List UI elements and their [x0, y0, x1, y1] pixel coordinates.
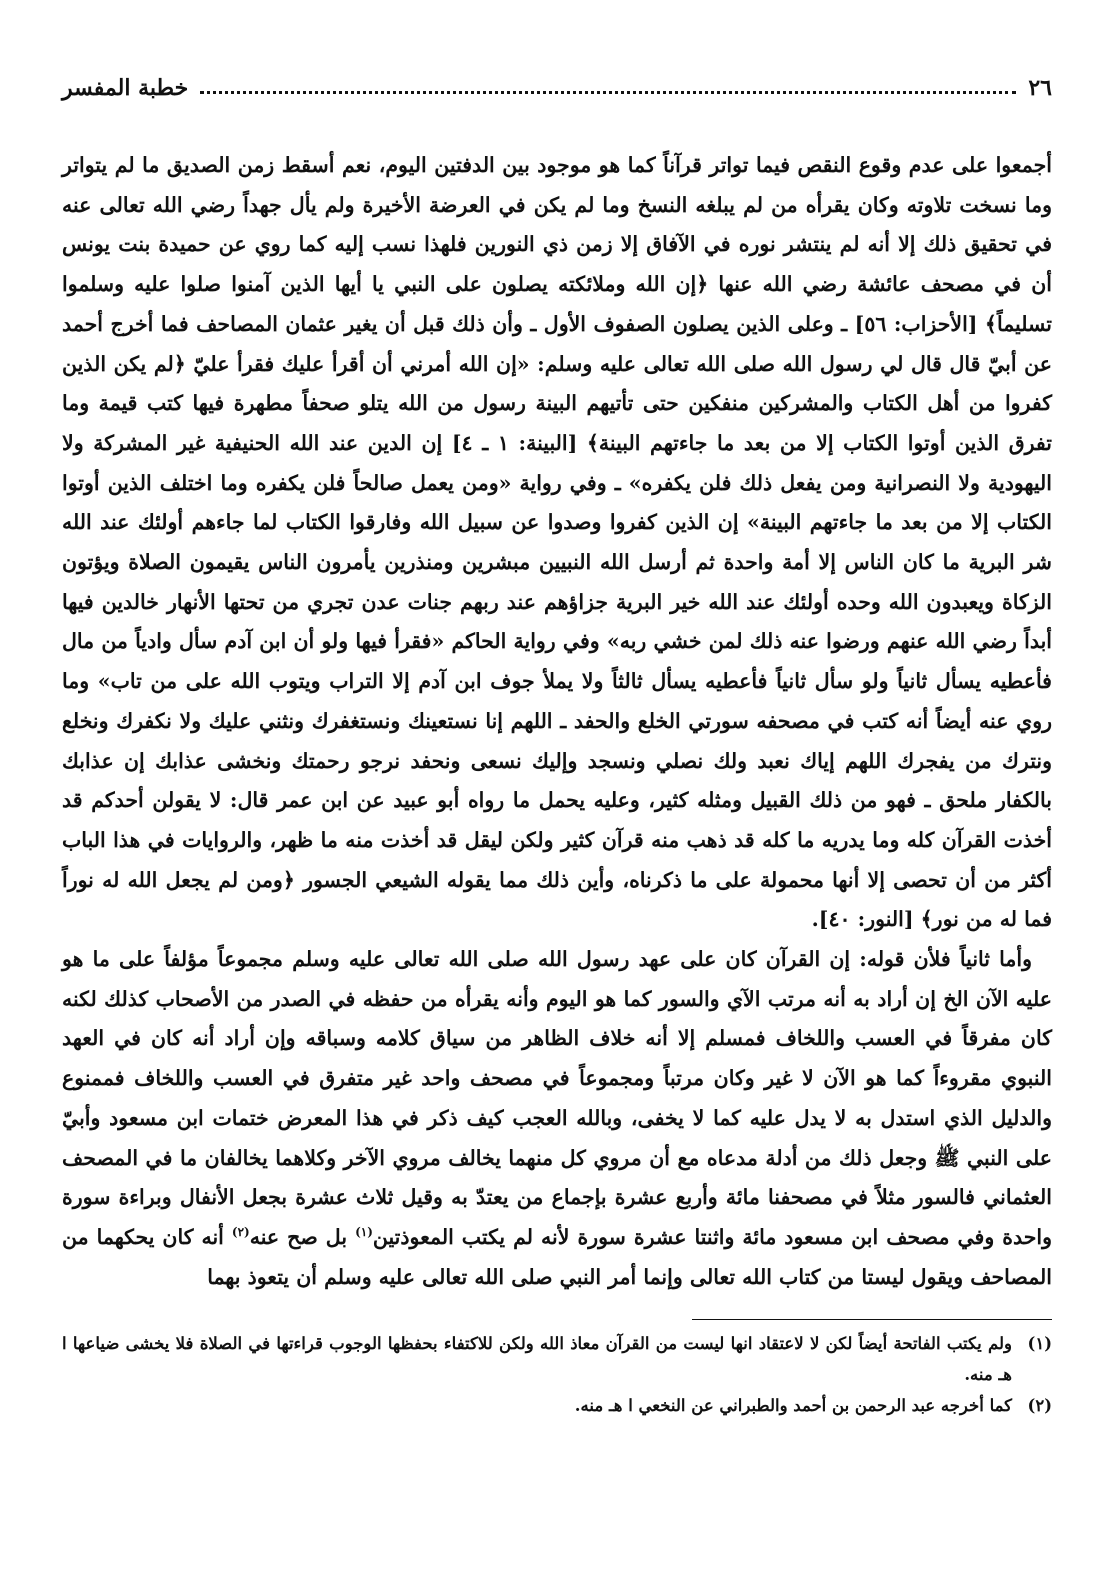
paragraph-1: أجمعوا على عدم وقوع النقص فيما تواتر قرآناً كما هو موجود بين الدفتين اليوم، نعم أسقط زمن الصديق ما لم يتواتر وما نسخت تلاوته وكان يقرأه من لم يبلغه النسخ وما لم يكن في العرضة الأخيرة ولم يأل جهداً رضي الله تعالى عنه في تحقيق ذلك إلا أنه لم ينتشر نوره في الآفاق إلا زمن ذي النورين فلهذا نسب إليه كما روي عن حميدة بنت يونس أن في مصحف عائشة رضي الله عنها ﴿إن الله وملائكته يصلون على النبي يا أيها الذين آمنوا صلوا عليه وسلموا تسليماً﴾ [الأحزاب: ٥٦] ـ وعلى الذين يصلون الصفوف الأول ـ وأن ذلك قبل أن يغير عثمان المصاحف فما أخرج أحمد عن أبيّ قال قال لي رسول الله صلى الله تعالى عليه وسلم: «إن الله أمرني أن أقرأ عليك فقرأ عليّ ﴿لم يكن الذين كفروا من أهل الكتاب والمشركين منفكين حتى تأتيهم البينة رسول من الله يتلو صحفاً مطهرة فيها كتب قيمة وما تفرق الذين أوتوا الكتاب إلا من بعد ما جاءتهم البينة﴾ [البينة: ١ ـ ٤] إن الدين عند الله الحنيفية غير المشركة ولا اليهودية ولا النصرانية ومن يفعل ذلك فلن يكفره» ـ وفي رواية «ومن يعمل صالحاً فلن يكفره وما اختلف الذين أوتوا الكتاب إلا من بعد ما جاءتهم البينة» إن الذين كفروا وصدوا عن سبيل الله وفارقوا الكتاب لما جاءهم أولئك عند الله شر البرية ما كان الناس إلا أمة واحدة ثم أرسل الله النبيين مبشرين ومنذرين يأمرون الناس يقيمون الصلاة ويؤتون الزكاة ويعبدون الله وحده أولئك عند الله خير البرية جزاؤهم عند ربهم جنات عدن تجري من تحتها الأنهار خالدين فيها أبداً رضي الله عنهم ورضوا عنه ذلك لمن خشي ربه» وفي رواية الحاكم «فقرأ فيها ولو أن ابن آدم سأل وادياً من مال فأعطيه يسأل ثانياً ولو سأل ثانياً فأعطيه يسأل ثالثاً ولا يملأ جوف ابن آدم إلا التراب ويتوب الله على من تاب» وما روي عنه أيضاً أنه كتب في مصحفه سورتي الخلع والحفد ـ اللهم إنا نستعينك ونستغفرك ونثني عليك ولا نكفرك ونخلع ونترك من يفجرك اللهم إياك نعبد ولك نصلي ونسجد وإليك نسعى ونحفد نرجو رحمتك ونخشى عذابك إن عذابك بالكفار ملحق ـ فهو من ذلك القبيل ومثله كثير، وعليه يحمل ما رواه أبو عبيد عن ابن عمر قال: لا يقولن أحدكم قد أخذت القرآن كله وما يدريه ما كله قد ذهب منه قرآن كثير ولكن ليقل قد أخذت منه ما ظهر، والروايات في هذا الباب أكثر من أن تحصى إلا أنها محمولة على ما ذكرناه، وأين ذلك مما يقوله الشيعي الجسور ﴿ومن لم يجعل الله له نوراً فما له من نور﴾ [النور: ٤٠].	[62, 153, 1053, 932]
page-header	[62, 70, 1052, 106]
paragraph-2-part-1: وأما ثانياً فلأن قوله: إن القرآن كان على عهد رسول الله صلى الله تعالى عليه وسلم مجموعاً مؤلفاً على ما هو عليه الآن الخ إن أراد به أنه مرتب الآي والسور كما هو اليوم وأنه يقرأه من حفظه في الصدر من الأصحاب كذلك لكنه كان مفرقاً في العسب واللخاف فمسلم إلا أنه خلاف الظاهر من سياق كلامه وسباقه وإن أراد أنه كان في العهد النبوي مقروءاً كما هو الآن لا غير وكان مرتباً ومجموعاً في مصحف واحد غير متفرق في العسب واللخاف فممنوع والدليل الذي استدل به لا يدل عليه كما لا يخفى، وبالله العجب كيف ذكر في هذا المعرض ختمات ابن مسعود وأبيّ على النبي ﷺ وجعل ذلك من أدلة مدعاه مع أن مروي كل منهما يخالف مروي الآخر وكلاهما يخالفان ما في المصحف العثماني فالسور مثلاً في مصحفنا مائة وأربع عشرة بإجماع من يعتدّ به وقيل ثلاث عشرة بجعل الأنفال وبراءة سورة واحدة وفي مصحف ابن مسعود مائة واثنتا عشرة سورة لأنه لم يكتب المعوذتين	[62, 947, 1053, 1249]
footnotes	[62, 1328, 1052, 1421]
document-page	[62, 70, 1052, 1421]
main-text	[62, 146, 1052, 1297]
paragraph-2-part-3: أنه كان يحكهما من المصاحف ويقول ليستا من كتاب الله تعالى وإنما أمر النبي صلى الله تعالى عليه وسلم أن يتعوذ بهما	[62, 1224, 1052, 1289]
footnote-marker: (٢)	[1027, 1396, 1052, 1416]
footnote-ref-1[interactable]: (١)	[355, 1225, 373, 1240]
footnote-2	[62, 1390, 1052, 1421]
footnote-ref-2[interactable]: (٢)	[231, 1225, 250, 1240]
footnote-text: كما أخرجه عبد الرحمن بن أحمد والطبراني عن النخعي ا هـ منه.	[574, 1396, 1012, 1416]
footnote-text: ولم يكتب الفاتحة أيضاً لكن لا لاعتقاد انها ليست من القرآن معاذ الله ولكن للاكتفاء بحفظها الوجوب قراءتها في الصلاة فلا يخشى ضياعها ا هـ منه.	[62, 1334, 1012, 1385]
footnote-marker: (١)	[1027, 1334, 1052, 1354]
header-dotted-leader	[200, 91, 1016, 94]
running-title: خطبة المفسر	[62, 75, 189, 101]
paragraph-2-part-2: بل صح عنه	[249, 1224, 348, 1249]
page-number: ٢٦	[1028, 75, 1052, 101]
footnote-1	[62, 1328, 1052, 1390]
paragraph-2	[62, 940, 1052, 1297]
footnote-separator	[692, 1319, 1052, 1320]
